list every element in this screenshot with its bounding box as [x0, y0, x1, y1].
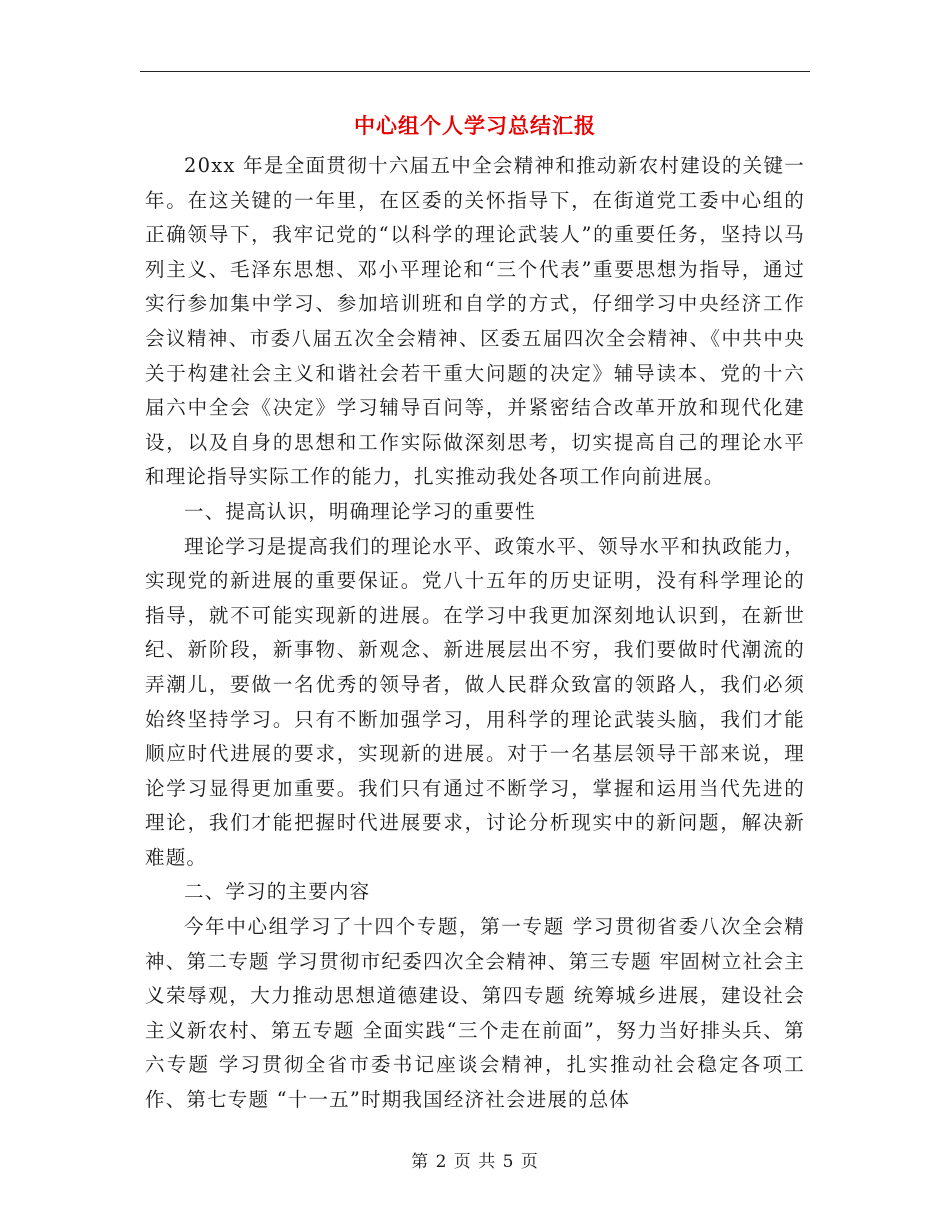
intro-paragraph: 20xx 年是全面贯彻十六届五中全会精神和推动新农村建设的关键一年。在这关键的一年里，在区委的关怀指导下，在街道党工委中心组的正确领导下，我牢记党的“以科学的理论武装人”的重要任务，坚持以马列主义、毛泽东思想、邓小平理论和“三个代表”重要思想为指导，通过实行参加集中学习、参加培训班和自学的方式，仔细学习中央经济工作会议精神、市委八届五次全会精神、区委五届四次全会精神、《中共中央关于构建社会主义和谐社会若干重大问题的决定》辅导读本、党的十六届六中全会《决定》学习辅导百问等，并紧密结合改革开放和现代化建设，以及自身的思想和工作实际做深刻思考，切实提高自己的理论水平和理论指导实际工作的能力，扎实推动我处各项工作向前进展。: [145, 154, 805, 489]
section-heading-2: 二、学习的主要内容: [184, 880, 371, 904]
document-body: [145, 149, 805, 1118]
page-number-footer: 第 2 页 共 5 页: [411, 1152, 539, 1172]
section-2-paragraph: 今年中心组学习了十四个专题，第一专题 学习贯彻省委八次全会精神、第二专题 学习贯彻市纪委四次全会精神、第三专题 牢固树立社会主义荣辱观，大力推动思想道德建设、第四专题 统筹城乡进展，建设社会主义新农村、第五专题 全面实践“三个走在前面”，努力当好排头兵、第六专题 学习贯彻全省市委书记座谈会精神，扎实推动社会稳定各项工作、第七专题 “十一五”时期我国经济社会进展的总体: [145, 915, 805, 1112]
document-title: 中心组个人学习总结汇报: [354, 114, 596, 138]
section-1-paragraph: 理论学习是提高我们的理论水平、政策水平、领导水平和执政能力，实现党的新进展的重要保证。党八十五年的历史证明，没有科学理论的指导，就不可能实现新的进展。在学习中我更加深刻地认识到，在新世纪、新阶段，新事物、新观念、新进展层出不穷，我们要做时代潮流的弄潮儿，要做一名优秀的领导者，做人民群众致富的领路人，我们必须始终坚持学习。只有不断加强学习，用科学的理论武装头脑，我们才能顺应时代进展的要求，实现新的进展。对于一名基层领导干部来说，理论学习显得更加重要。我们只有通过不断学习，掌握和运用当代先进的理论，我们才能把握时代进展要求，讨论分析现实中的新问题，解决新难题。: [145, 534, 806, 869]
header-rule: [140, 71, 810, 72]
section-heading-1: 一、提高认识，明确理论学习的重要性: [184, 499, 536, 523]
